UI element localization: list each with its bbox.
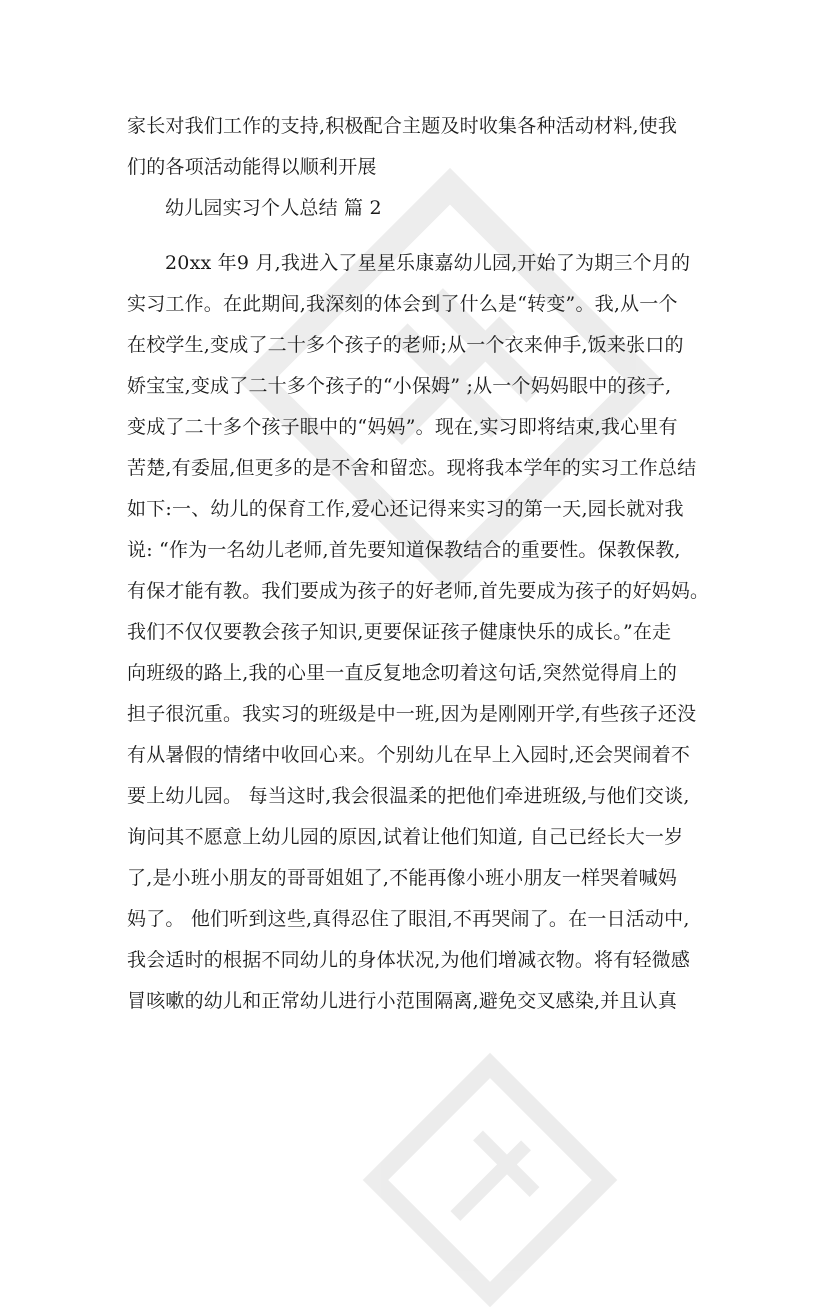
text-line: 我们不仅仅要教会孩子知识,更要保证孩子健康快乐的成长。”在走 xyxy=(127,621,672,643)
text-line: 向班级的路上,我的心里一直反复地念叨着这句话,突然觉得肩上的 xyxy=(127,662,678,684)
text-line: 说: “作为一名幼儿老师,首先要知道保教结合的重要性。保教保教, xyxy=(127,539,681,561)
text-line: 我会适时的根据不同幼儿的身体状况,为他们增减衣物。将有轻微感 xyxy=(127,949,691,971)
text-line: 娇宝宝,变成了二十多个孩子的“小保姆” ;从一个妈妈眼中的孩子, xyxy=(127,375,672,397)
text-line: 询问其不愿意上幼儿园的原因,试着让他们知道, 自己已经长大一岁 xyxy=(127,826,684,848)
text-line: 实习工作。在此期间,我深刻的体会到了什么是“转变”。我,从一个 xyxy=(127,293,678,315)
text-line: 们的各项活动能得以顺利开展 xyxy=(127,156,377,178)
text-line: 20xx 年9 月,我进入了星星乐康嘉幼儿园,开始了为期三个月的 xyxy=(165,252,691,274)
text-line: 担子很沉重。我实习的班级是中一班,因为是刚刚开学,有些孩子还没 xyxy=(127,703,697,725)
text-line: 如下:一、幼儿的保育工作,爱心还记得来实习的第一天,园长就对我 xyxy=(127,498,684,520)
text-line: 冒咳嗽的幼儿和正常幼儿进行小范围隔离,避免交叉感染,并且认真 xyxy=(127,990,678,1012)
text-line: 在校学生,变成了二十多个孩子的老师;从一个衣来伸手,饭来张口的 xyxy=(127,334,684,356)
section-heading: 幼儿园实习个人总结 篇 2 xyxy=(165,197,382,219)
text-line: 要上幼儿园。 每当这时,我会很温柔的把他们牵进班级,与他们交谈, xyxy=(127,785,690,807)
text-line: 有保才能有教。我们要成为孩子的好老师,首先要成为孩子的好妈妈。 xyxy=(127,580,710,602)
document-body xyxy=(127,106,710,1022)
text-line: 家长对我们工作的支持,积极配合主题及时收集各种活动材料,使我 xyxy=(127,115,678,137)
watermark-logo-icon xyxy=(363,1053,618,1307)
text-line: 苦楚,有委屈,但更多的是不舍和留恋。现将我本学年的实习工作总结 xyxy=(127,457,697,479)
text-line: 变成了二十多个孩子眼中的“妈妈”。现在,实习即将结束,我心里有 xyxy=(127,416,678,438)
text-line: 了,是小班小朋友的哥哥姐姐了,不能再像小班小朋友一样哭着喊妈 xyxy=(127,867,678,889)
text-line: 妈了。 他们听到这些,真得忍住了眼泪,不再哭闹了。在一日活动中, xyxy=(127,908,690,930)
text-line: 有从暑假的情绪中收回心来。个别幼儿在早上入园时,还会哭闹着不 xyxy=(127,744,691,766)
